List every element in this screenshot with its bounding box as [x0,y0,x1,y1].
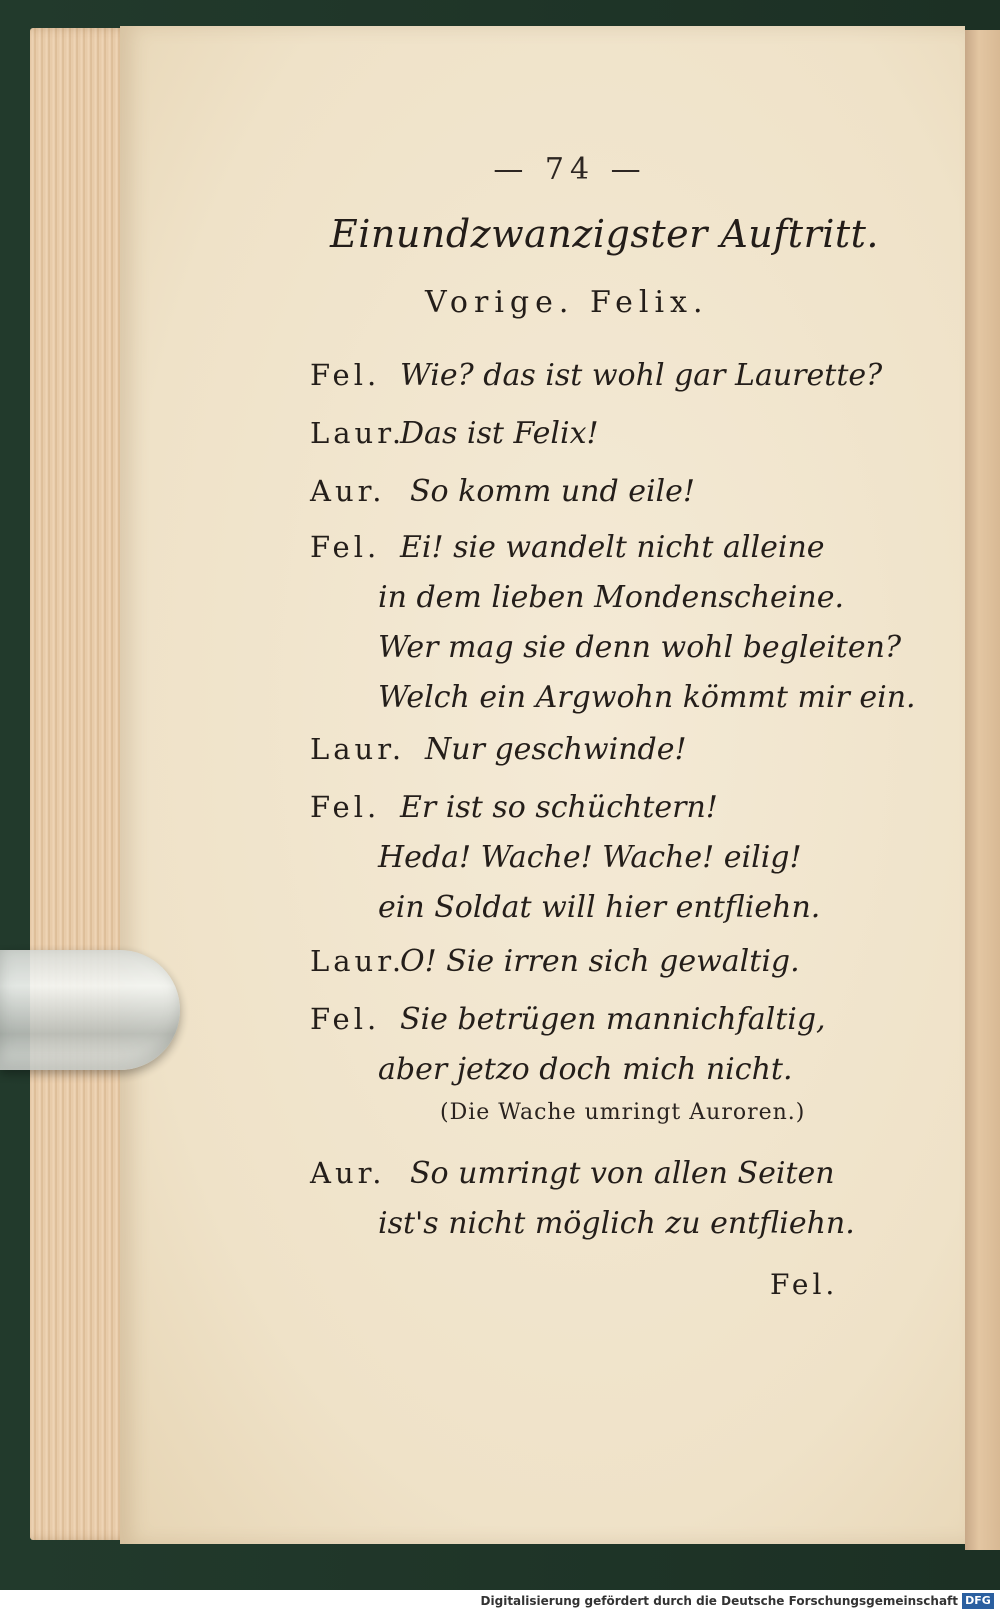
line-text: Das ist Felix! [400,416,599,451]
line-text: Wer mag sie denn wohl begleiten? [378,630,902,665]
catchword: Fel. [770,1268,839,1301]
speaker: Aur. [310,474,386,508]
line-text: Ei! sie wandelt nicht alleine [400,530,825,565]
scene-title: Einundzwanzigster Auftritt. [330,212,880,256]
speaker: Aur. [310,1156,386,1190]
funding-credit: Digitalisierung gefördert durch die Deutsche Forschungsgemeinschaft [480,1594,958,1608]
line-text: Er ist so schüchtern! [400,790,718,825]
line-text: Nur geschwinde! [425,732,687,767]
line-text: O! Sie irren sich gewaltig. [400,944,800,979]
line-text: Welch ein Argwohn kömmt mir ein. [378,680,916,715]
line-text: So umringt von allen Seiten [410,1156,835,1191]
line-text: in dem lieben Mondenscheine. [378,580,845,615]
stage-direction: (Die Wache umringt Auroren.) [440,1100,806,1125]
speaker: Laur. [310,732,406,766]
dfg-logo: DFG [962,1593,994,1609]
speaker: Fel. [310,1002,381,1036]
line-text: aber jetzo doch mich nicht. [378,1052,793,1087]
page-holder-clip [0,950,180,1070]
line-text: Heda! Wache! Wache! eilig! [378,840,802,875]
line-text: Sie betrügen mannichfaltig, [400,1002,826,1037]
line-text: ein Soldat will hier entfliehn. [378,890,821,925]
speaker: Laur. [310,944,406,978]
speaker: Fel. [310,358,381,392]
characters-line: Vorige. Felix. [425,285,709,320]
speaker: Laur. [310,416,406,450]
line-text: Wie? das ist wohl gar Laurette? [400,358,883,393]
speaker: Fel. [310,790,381,824]
line-text: ist's nicht möglich zu entfliehn. [378,1206,855,1241]
page-number: — 74 — [493,152,647,187]
speaker: Fel. [310,530,381,564]
line-text: So komm und eile! [410,474,695,509]
